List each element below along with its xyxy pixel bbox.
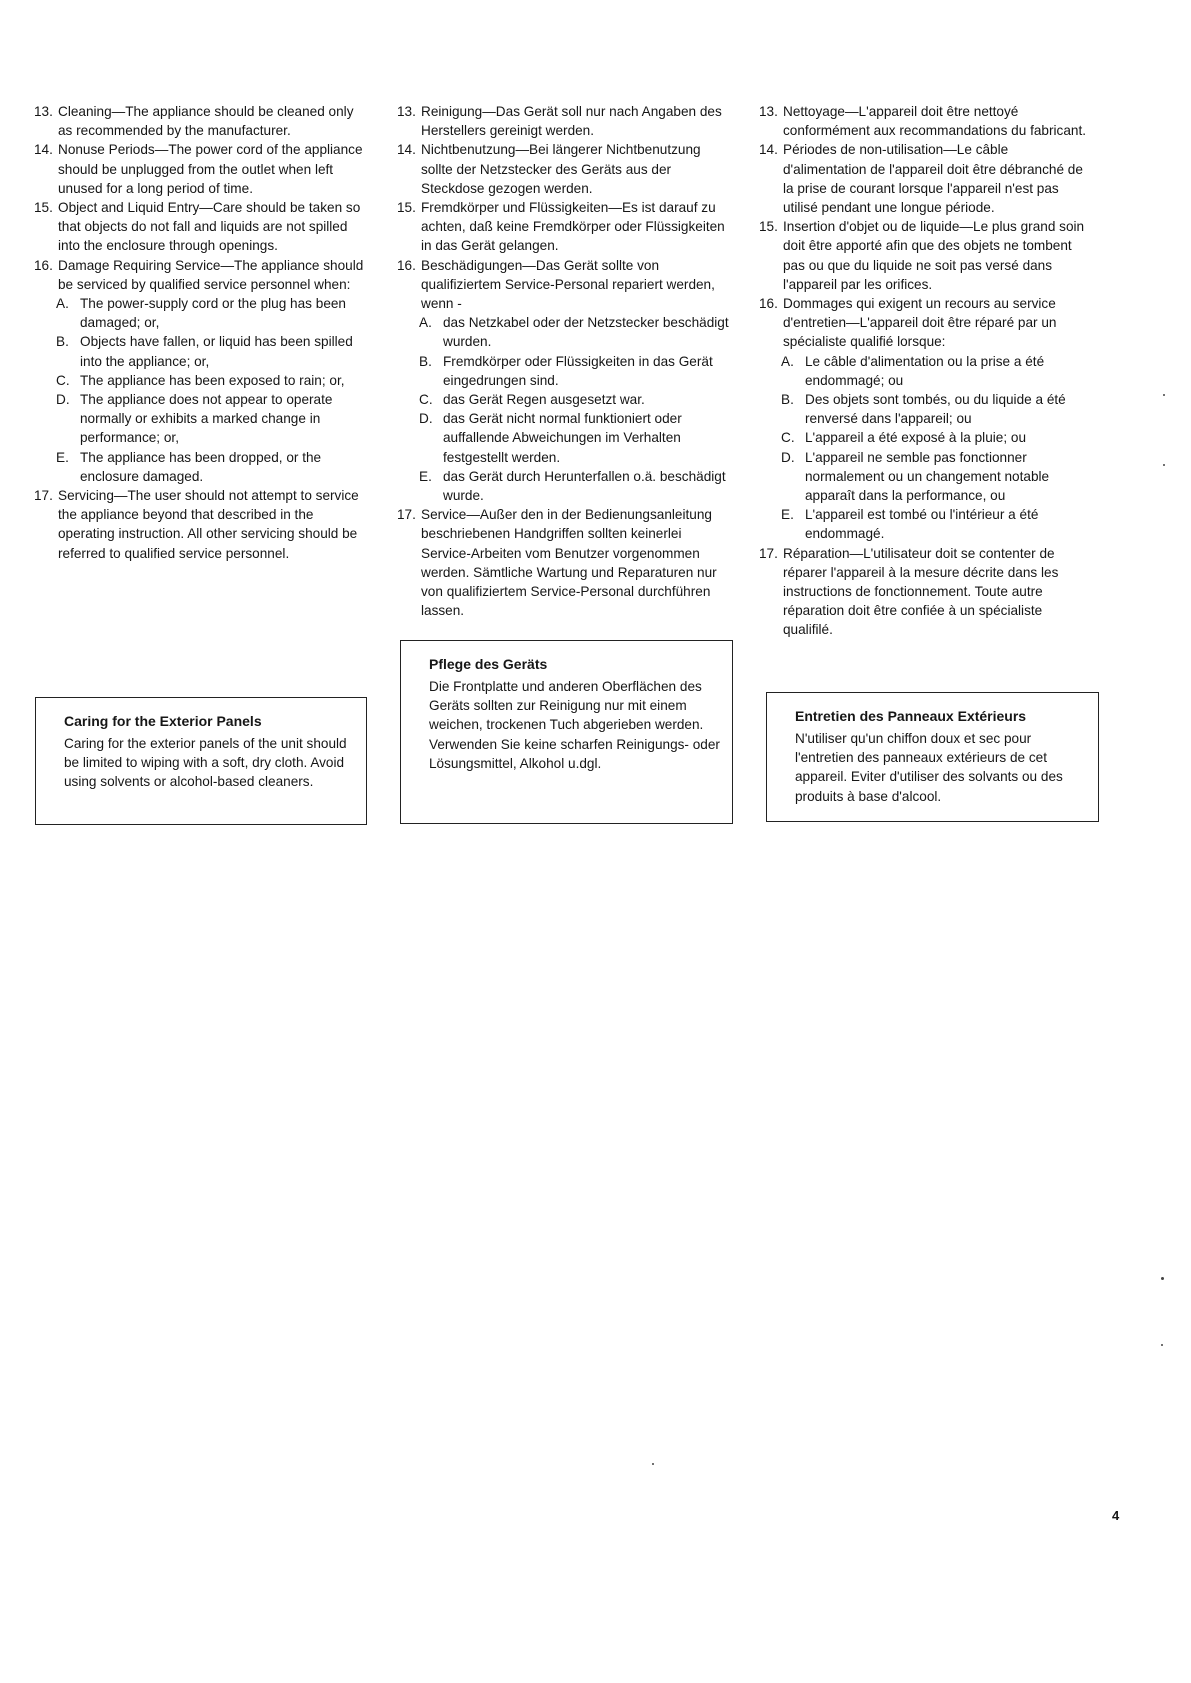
german-item-17: 17. Service—Außer den in der Bedienungsanleitung beschriebenen Handgriffen sollten keinerlei Service-Arbeiten vom Benutzer vorgenommen werden. Sämtliche Wartung und Reparaturen nur von qualifiziertem Service-Personal durchführen lassen. [397,507,717,619]
french-item-14: 14. Périodes de non-utilisation—Le câble d'alimentation de l'appareil doit être débranché de la prise de courant lorsque l'appareil n'est pas utilisé pendant une longue période. [759,142,1083,216]
french-column [759,102,1095,640]
french-subitem-c: C. L'appareil a été exposé à la pluie; ou [781,430,1027,446]
german-subitem-c: C. das Gerät Regen ausgesetzt war. [419,392,645,408]
french-care-title: Entretien des Panneaux Extérieurs [795,708,1027,724]
german-subitem-a: A. das Netzkabel oder der Netzstecker beschädigt wurden. [419,315,729,350]
scan-speck [1163,394,1165,396]
french-care-text: N'utiliser qu'un chiffon doux et sec pour l'entretien des panneaux extérieurs de cet appareil. Eviter d'utiliser des solvants ou des produits à base d'alcool. [795,731,1063,804]
german-care-box [400,640,733,824]
german-subitem-e: E. das Gerät durch Herunterfallen o.ä. beschädigt wurde. [419,468,726,504]
english-subitem-d: D. The appliance does not appear to operate normally or exhibits a marked change in performance; or, [56,392,333,446]
english-care-text: Caring for the exterior panels of the unit should be limited to wiping with a soft, dry cloth. Avoid using solvents or alcohol-based cleaners. [64,736,347,790]
english-item-13: 13. Cleaning—The appliance should be cleaned only as recommended by the manufacturer. [34,104,354,139]
french-item-15: 15. Insertion d'objet ou de liquide—Le plus grand soin doit être apporté afin que des objets ne tombent pas ou que du liquide ne soit pas versé dans l'appareil par les orifices. [759,219,1085,292]
german-item-15: 15. Fremdkörper und Flüssigkeiten—Es ist darauf zu achten, daß keine Fremdkörper oder Flüssigkeiten in das Gerät gelangen. [397,200,725,254]
english-item-17: 17. Servicing—The user should not attempt to service the appliance beyond that described in the operating instruction. All other servicing should be referred to qualified service personnel. [34,488,359,561]
english-subitem-c: C. The appliance has been exposed to rain; or, [56,372,345,388]
english-item-15: 15. Object and Liquid Entry—Care should be taken so that objects do not fall and liquids are not spilled into the enclosure through openings. [34,200,361,254]
english-item-16: 16. Damage Requiring Service—The appliance should be serviced by qualified service personnel when: [34,257,364,292]
french-subitem-a: A. Le câble d'alimentation ou la prise a été endommagé; ou [781,353,1045,388]
scan-speck [652,1463,654,1465]
french-item-13: 13. Nettoyage—L'appareil doit être nettoyé conformément aux recommandations du fabricant. [759,104,1086,139]
scan-speck [1161,1277,1164,1280]
scan-speck [1161,1344,1163,1346]
english-care-title: Caring for the Exterior Panels [64,713,262,729]
german-subitem-d: D. das Gerät nicht normal funktioniert oder auffallende Abweichungen im Verhalten festgestellt werden. [419,411,682,465]
english-item-14: 14. Nonuse Periods—The power cord of the appliance should be unplugged from the outlet when left unused for a long period of time. [34,142,363,196]
french-item-16: 16. Dommages qui exigent un recours au service d'entretien—L'appareil doit être réparé par un spécialiste qualifié lorsque: [759,296,1057,350]
english-column [34,102,364,563]
german-column [397,102,735,620]
french-care-box [766,692,1099,822]
german-subitem-b: B. Fremdkörper oder Flüssigkeiten in das Gerät eingedrungen sind. [419,353,713,388]
page-number: 4 [1112,1508,1120,1523]
french-item-17: 17. Réparation—L'utilisateur doit se contenter de réparer l'appareil à la mesure décrite dans les instructions de fonctionnement. Toute autre réparation doit être confiée à un spécialiste qualifilé. [759,545,1059,638]
french-subitem-e: E. L'appareil est tombé ou l'intérieur a été endommagé. [781,507,1039,542]
french-subitem-b: B. Des objets sont tombés, ou du liquide a été renversé dans l'appareil; ou [781,392,1066,427]
german-item-16: 16. Beschädigungen—Das Gerät sollte von qualifiziertem Service-Personal repariert werden, wenn - [397,257,715,312]
german-item-13: 13. Reinigung—Das Gerät soll nur nach Angaben des Herstellers gereinigt werden. [397,104,722,139]
german-item-14: 14. Nichtbenutzung—Bei längerer Nichtbenutzung sollte der Netzstecker des Geräts aus der Steckdose gezogen werden. [397,142,701,196]
english-subitem-a: A. The power-supply cord or the plug has been damaged; or, [56,296,346,331]
french-subitem-d: D. L'appareil ne semble pas fonctionner normalement ou un changement notable apparaît dans la performance, ou [781,449,1050,504]
english-care-box [35,697,367,825]
english-subitem-e: E. The appliance has been dropped, or the enclosure damaged. [56,449,322,484]
scan-speck [1163,464,1165,466]
english-subitem-b: B. Objects have fallen, or liquid has been spilled into the appliance; or, [56,334,353,369]
german-care-text: Die Frontplatte und anderen Oberflächen des Geräts sollten zur Reinigung nur mit einem weichen, trockenen Tuch abgerieben werden. Verwenden Sie keine scharfen Reinigungs- oder Lösungsmittel, Alkohol u.dgl. [429,679,720,771]
german-care-title: Pflege des Geräts [429,656,548,672]
